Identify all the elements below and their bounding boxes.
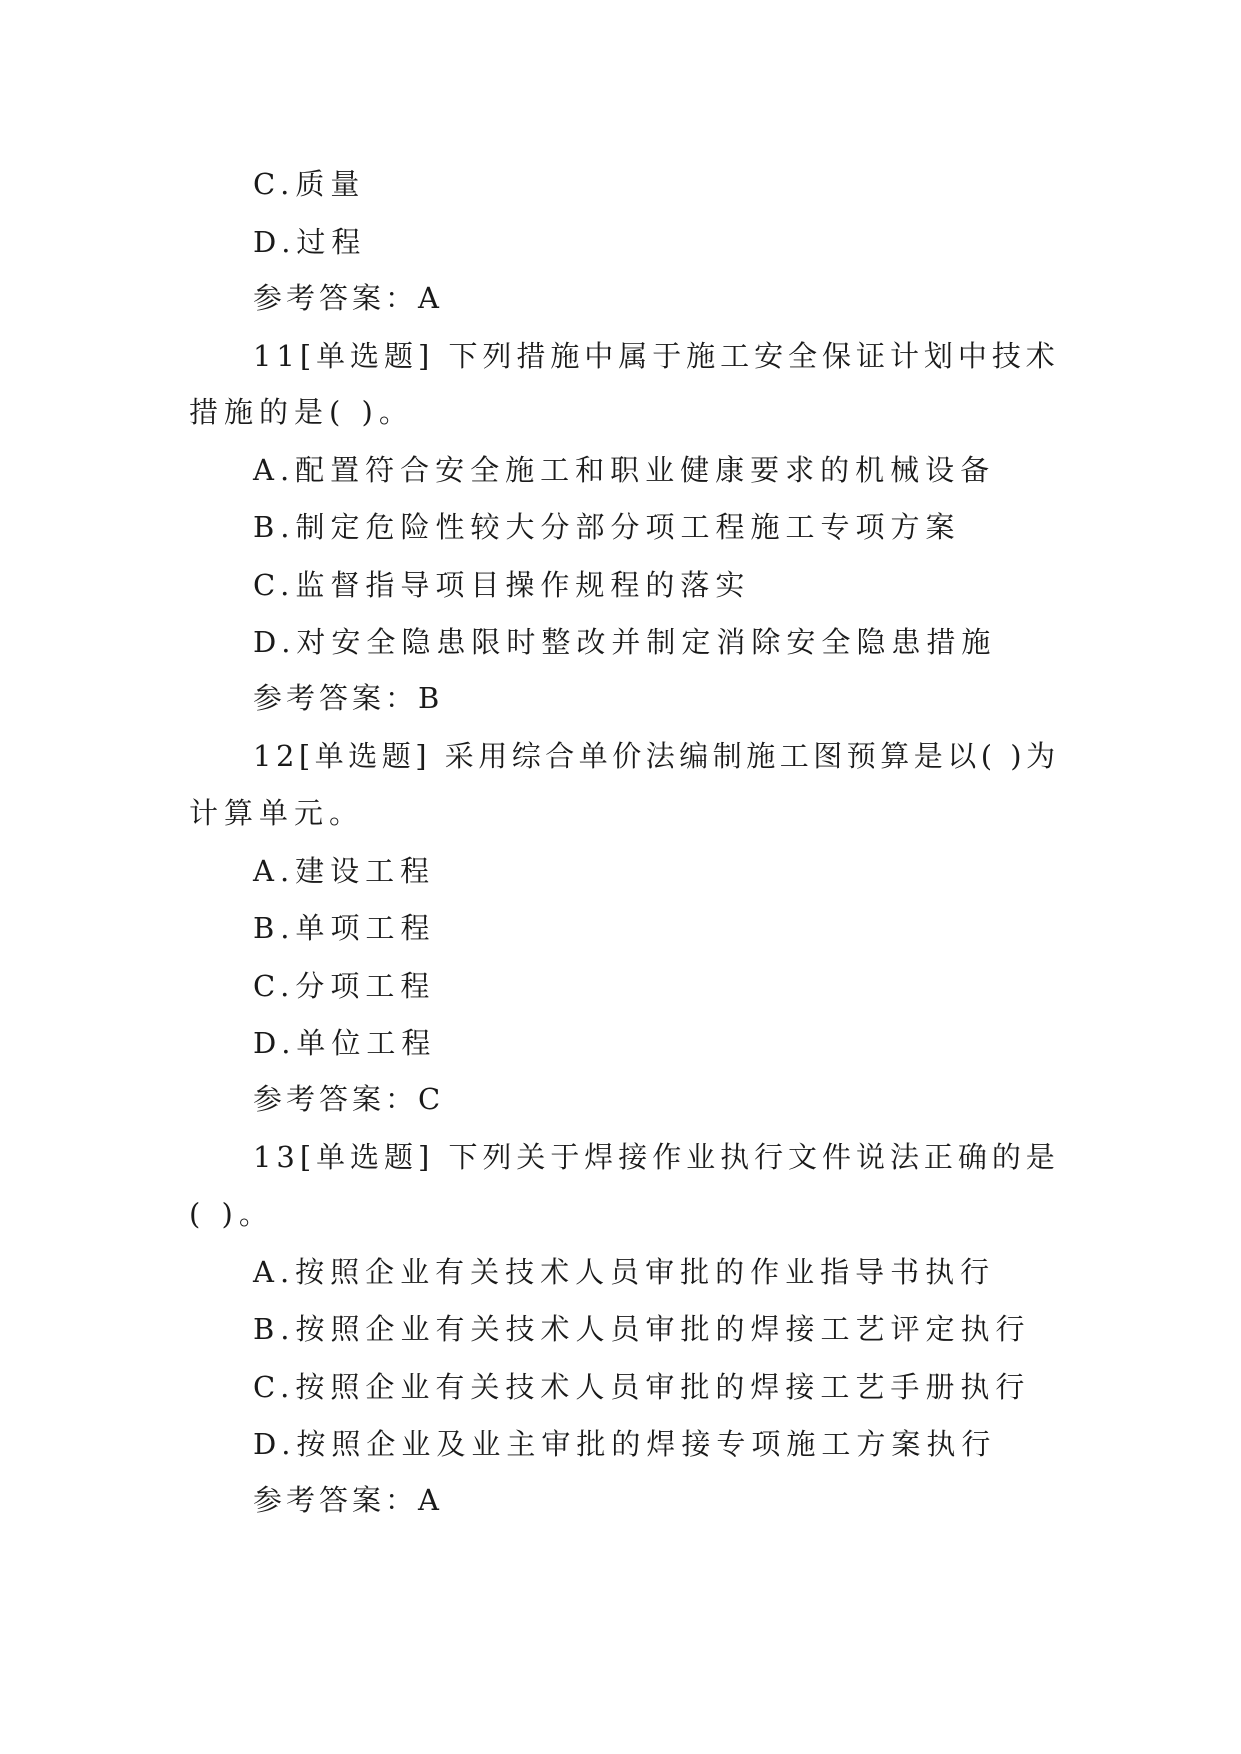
question-13-answer: 参考答案：A (253, 1483, 443, 1517)
question-12-option-d: D.单位工程 (253, 1026, 437, 1060)
question-12-answer: 参考答案：C (253, 1082, 445, 1116)
question-11-stem: 11[单选题] 下列措施中属于施工安全保证计划中技术 (253, 339, 1060, 373)
question-13-option-a: A.按照企业有关技术人员审批的作业指导书执行 (253, 1255, 996, 1289)
answer-line: 参考答案：A (253, 281, 443, 315)
question-13-option-d: D.按照企业及业主审批的焊接专项施工方案执行 (253, 1427, 997, 1461)
question-11-option-c: C.监督指导项目操作规程的落实 (253, 568, 751, 602)
question-11-stem-cont: 措施的是( )。 (189, 395, 414, 429)
question-11-option-a: A.配置符合安全施工和职业健康要求的机械设备 (253, 453, 996, 487)
question-13-stem: 13[单选题] 下列关于焊接作业执行文件说法正确的是 (253, 1140, 1060, 1174)
question-12-option-b: B.单项工程 (253, 911, 436, 945)
option-d: D.过程 (253, 225, 367, 259)
question-11-option-b: B.制定危险性较大分部分项工程施工专项方案 (253, 510, 961, 544)
question-11-option-d: D.对安全隐患限时整改并制定消除安全隐患措施 (253, 625, 997, 659)
question-12-stem-cont: 计算单元。 (189, 796, 365, 830)
question-12-option-a: A.建设工程 (253, 854, 436, 888)
question-11-answer: 参考答案：B (253, 681, 444, 715)
question-13-option-b: B.按照企业有关技术人员审批的焊接工艺评定执行 (253, 1312, 1031, 1346)
question-13-option-c: C.按照企业有关技术人员审批的焊接工艺手册执行 (253, 1370, 1031, 1404)
option-c: C.质量 (253, 167, 366, 201)
question-12-option-c: C.分项工程 (253, 969, 436, 1003)
question-12-stem: 12[单选题] 采用综合单价法编制施工图预算是以( )为 (253, 739, 1060, 773)
question-13-stem-cont: ( )。 (189, 1197, 274, 1231)
